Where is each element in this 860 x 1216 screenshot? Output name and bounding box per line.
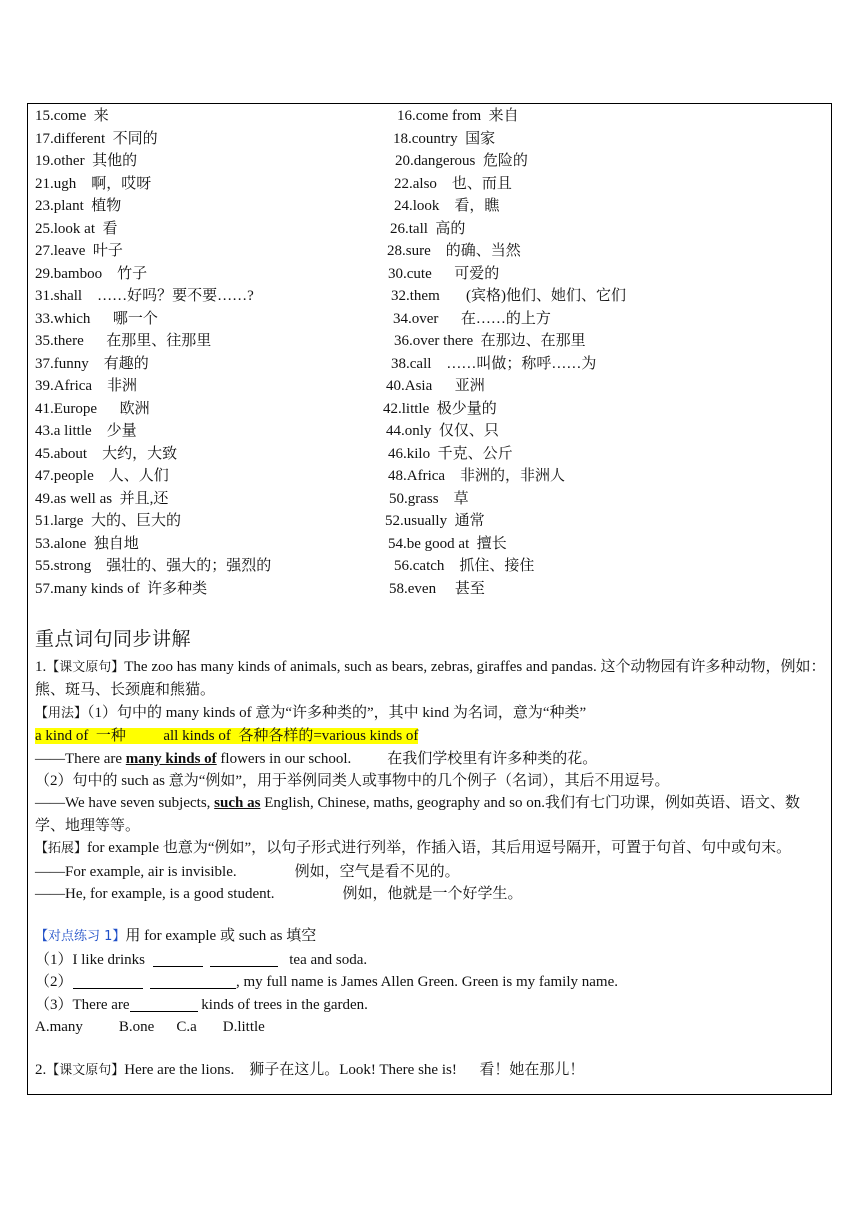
example-1-post: flowers in our school. [216,750,352,767]
vocab-entry-left: 43.a little 少量 [35,423,137,439]
vocab-entry-right: 56.catch 抓住、接住 [394,558,535,574]
option-c: C.a [176,1019,197,1036]
question-3-end: kinds of trees in the garden. [197,996,368,1013]
vocab-entry-right: 20.dangerous 危险的 [395,153,528,169]
vocabulary-list [35,105,825,600]
example-3-english: ——For example, air is invisible. [35,863,237,880]
example-3-translation: 例如，空气是看不见的。 [294,863,460,880]
vocab-entry-right: 54.be good at 擅长 [388,535,507,552]
vocab-row [35,195,825,218]
vocab-entry-left: 57.many kinds of 许多种类 [35,580,208,597]
vocab-entry-left: 49.as well as 并且,还 [35,490,169,507]
vocab-row [35,465,825,488]
vocab-entry-right: 16.come from 来自 [397,108,519,124]
question-1-end: tea and soda. [289,951,368,968]
vocab-row [35,128,825,151]
example-4-english: ——He, for example, is a good student. [35,886,275,903]
question-1-stem: （1）I like drinks [35,951,145,968]
practice-instruction: 用 for example 或 such as 填空 [125,928,317,945]
item2-tag: 【课文原句】 [46,1062,125,1078]
key-points-section [35,622,827,1082]
vocab-entry-right: 28.sure 的确、当然 [387,243,521,259]
option-a: A.many [35,1019,83,1036]
usage-paragraph [35,702,827,725]
vocab-row [35,285,825,308]
vocab-row [35,330,825,353]
expand-tag: 【拓展】 [35,841,88,857]
vocab-entry-left: 33.which 哪一个 [35,310,158,327]
highlight-line [35,725,827,747]
vocab-row [35,578,825,601]
vocab-row [35,443,825,466]
vocab-entry-left: 19.other 其他的 [35,153,138,169]
vocab-entry-left: 31.shall ……好吗？要不要……? [35,288,254,304]
vocab-row [35,420,825,443]
vocab-entry-right: 26.tall 高的 [390,220,466,237]
vocab-row [35,263,825,286]
question-3 [35,994,827,1016]
vocab-entry-left: 29.bamboo 竹子 [35,265,148,282]
item2-number: 2. [35,1061,47,1078]
answer-blank[interactable] [73,972,143,989]
example-2-post: English, Chinese, maths, geography and so on.我们有七门功课，例如英语、语文、数学、地理等等。 [35,795,801,834]
vocab-row [35,398,825,421]
vocab-entry-right: 18.country 国家 [393,130,496,147]
vocab-row [35,150,825,173]
vocab-entry-right: 32.them (宾格)他们、她们、它们 [391,288,626,304]
highlighted-phrases: a kind of 一种 all kinds of 各种各样的=various kinds of [35,728,419,745]
example-2 [35,792,827,837]
usage-tag: 【用法】 [35,705,88,721]
vocab-entry-left: 55.strong 强壮的、强大的；强烈的 [35,558,272,574]
vocab-entry-right: 38.call ……叫做；称呼……为 [391,355,597,372]
vocab-entry-left: 23.plant 植物 [35,198,122,214]
usage-text: （1）句中的 many kinds of 意为“许多种类的”，其中 kind 为名词，意为“种类” [87,704,587,721]
vocab-entry-right: 36.over there 在那边、在那里 [394,333,586,349]
question-2-end: , my full name is James Allen Green. Green is my family name. [236,974,619,991]
item1-number: 1. [35,659,47,675]
vocab-row [35,488,825,511]
answer-options [35,1016,827,1038]
item2-paragraph [35,1059,827,1082]
vocab-entry-right: 24.look 看，瞧 [394,198,500,214]
vocab-row [35,105,825,128]
vocab-row [35,353,825,376]
vocab-entry-left: 45.about 大约，大致 [35,445,178,462]
vocab-row [35,375,825,398]
section-title: 重点词句同步讲解 [35,628,192,650]
vocab-entry-right: 42.little 极少量的 [383,400,497,417]
vocab-entry-left: 17.different 不同的 [35,130,158,147]
vocab-entry-left: 21.ugh 啊，哎呀 [35,175,152,192]
question-3-stem: （3）There are [35,996,130,1013]
question-2 [35,971,827,993]
practice-heading [35,925,827,948]
vocab-entry-right: 58.even 甚至 [389,580,485,597]
example-2-emphasis: such as [214,795,261,812]
vocab-entry-left: 25.look at 看 [35,220,118,237]
vocab-entry-left: 47.people 人、人们 [35,468,169,484]
example-2-pre: ——We have seven subjects, [35,795,215,812]
vocab-entry-left: 37.funny 有趣的 [35,355,149,372]
expand-text: for example 也意为“例如”，以句子形式进行列举，作插入语，其后用逗号隔开，可置于句首、句中或句末。 [87,840,792,857]
vocab-entry-right: 48.Africa 非洲的，非洲人 [388,468,566,484]
vocab-entry-left: 27.leave 叶子 [35,243,123,259]
example-4 [35,883,827,905]
vocab-row [35,555,825,578]
vocab-entry-left: 41.Europe 欧洲 [35,400,150,417]
example-3 [35,861,827,883]
usage-2: （2）句中的 such as 意为“例如”，用于举例同类人或事物中的几个例子（名词），其后不用逗号。 [35,773,670,790]
example-1 [35,748,827,770]
vocab-entry-left: 39.Africa 非洲 [35,378,138,394]
expand-paragraph [35,837,827,860]
answer-blank[interactable] [210,950,278,967]
vocab-row [35,308,825,331]
vocab-entry-right: 52.usually 通常 [385,513,485,529]
question-1 [35,949,827,971]
answer-blank[interactable] [150,972,236,989]
vocab-entry-left: 51.large 大的、巨大的 [35,513,181,529]
vocab-entry-left: 35.there 在那里、往那里 [35,333,212,349]
vocab-row [35,510,825,533]
answer-blank[interactable] [130,995,198,1012]
item2-text: Here are the lions. 狮子在这儿。Look! There she is! 看！她在那儿！ [124,1061,585,1078]
vocab-row [35,218,825,241]
option-d: D.little [222,1019,265,1036]
vocab-entry-right: 46.kilo 千克、公斤 [388,445,513,462]
vocab-entry-right: 50.grass 草 [389,490,469,507]
vocab-entry-right: 34.over 在……的上方 [393,310,551,327]
example-1-emphasis: many kinds of [125,750,217,767]
vocab-entry-right: 30.cute 可爱的 [388,265,500,282]
vocab-row [35,533,825,556]
vocab-entry-right: 40.Asia 亚洲 [386,378,485,394]
vocab-row [35,173,825,196]
vocab-entry-right: 22.also 也、而且 [394,175,512,192]
item1-tag: 【课文原句】 [46,660,125,675]
vocab-entry-left: 15.come 来 [35,108,109,124]
option-b: B.one [118,1019,155,1036]
item1-text: The zoo has many kinds of animals, such as bears, zebras, giraffes and pandas. 这个动物园有许多种动物，例如：熊、斑马、长颈鹿和熊猫。 [35,659,826,699]
example-1-pre: ——There are [35,750,126,767]
example-1-translation: 在我们学校里有许多种类的花。 [387,750,598,767]
vocab-entry-right: 44.only 仅仅、只 [386,423,499,439]
example-4-translation: 例如，他就是一个好学生。 [342,886,523,903]
vocab-row [35,240,825,263]
answer-blank[interactable] [153,950,203,967]
vocab-entry-left: 53.alone 独自地 [35,535,139,552]
item1-paragraph [35,656,827,702]
question-2-stem: （2） [35,974,73,991]
practice-tag: 【对点练习 1】 [35,929,126,945]
